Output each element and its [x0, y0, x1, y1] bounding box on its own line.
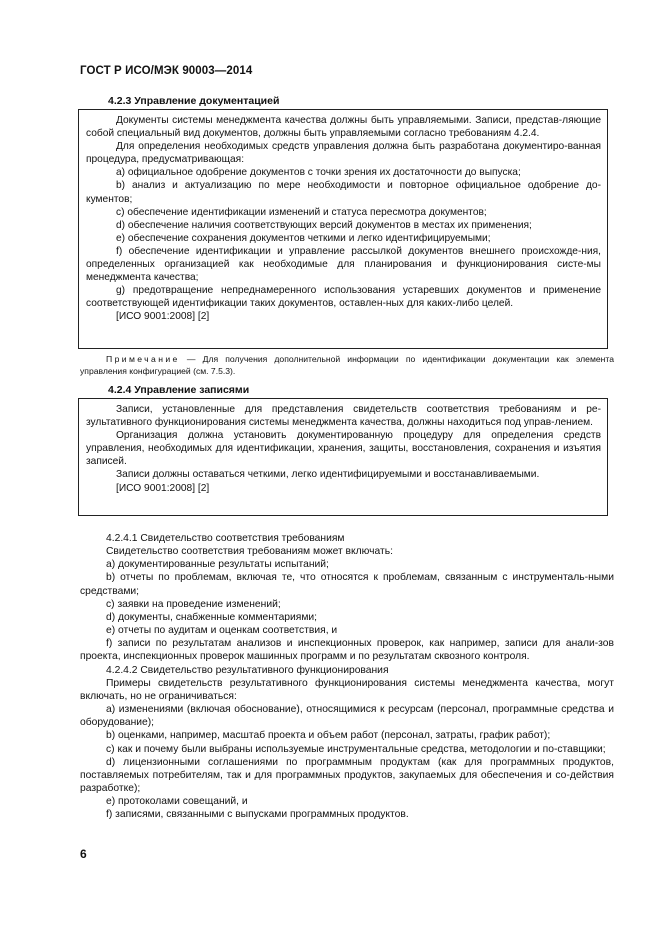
document-header: ГОСТ Р ИСО/МЭК 90003—2014: [80, 65, 253, 77]
box-paragraph: Организация должна установить документированную процедуру для определения средств управления, необходимых для идентификации, хранения, защиты, восстановления, сохранения и изъятия записей.: [86, 430, 601, 468]
list-item: c) заявки на проведение изменений;: [106, 598, 281, 610]
section-heading-4-2-3: 4.2.3 Управление документацией: [108, 95, 280, 107]
page-number: 6: [80, 847, 87, 861]
body-paragraph: Примеры свидетельств результативного функционирования системы менеджмента качества, могут включать, но не ограничиваться:: [80, 677, 614, 702]
section-heading-4-2-4: 4.2.4 Управление записями: [108, 384, 250, 396]
box-list-item: g) предотвращение непреднамеренного использования устаревших документов и применение соответствующей идентификации таких документов, оставлен-ных для каких-либо целей.: [86, 285, 601, 310]
list-item: f) записи по результатам анализов и инспекционных проверок, как например, записи для анали-зов проекта, инспекционных проверок машинных программ и по результатам сквозного контроля.: [80, 638, 614, 663]
box-list-item: c) обеспечение идентификации изменений и статуса пересмотра документов;: [116, 206, 487, 218]
list-item: e) отчеты по аудитам и оценкам соответствия, и: [106, 625, 338, 637]
quote-box-document-control: [78, 109, 608, 349]
list-item: c) как и почему были выбраны используемые инструментальные средства, методологии и по-ставщики;: [106, 743, 606, 755]
list-item: e) протоколами совещаний, и: [106, 796, 248, 808]
list-item: d) лицензионными соглашениями по программным продуктам (как для программных продуктов, поставляемых потребителям, так и для программных продуктов, закупаемых для обеспечения и со-действия разработке);: [80, 756, 614, 794]
list-item: b) оценками, например, масштаб проекта и объем работ (персонал, затраты, график работ);: [106, 730, 551, 742]
box-list-item: b) анализ и актуализацию по мере необходимости и повторное официальное одобрение до-кументов;: [86, 180, 601, 205]
note-paragraph: [80, 353, 614, 377]
body-text: [80, 532, 614, 821]
box-paragraph: Записи, установленные для представления свидетельств соответствия требованиям и ре-зультативного функционирования системы менеджмента качества, должны находиться под управ-лением.: [86, 404, 601, 429]
subsection-title: 4.2.4.1 Свидетельство соответствия требованиям: [106, 533, 345, 544]
note-label: Примечание: [106, 354, 180, 364]
subsection-title: 4.2.4.2 Свидетельство результативного функционирования: [106, 664, 389, 676]
list-item: f) записями, связанными с выпусками программных продуктов.: [106, 809, 409, 821]
note-text: — Для получения дополнительной информации по идентификации документации как элемента управления конфигурацией (см. 7.5.3).: [80, 354, 614, 376]
box-paragraph: Документы системы менеджмента качества должны быть управляемыми. Записи, представ-ляющие собой специальный вид документов, должны быть управляемыми согласно требованиям 4.2.4.: [86, 115, 601, 140]
box-reference: [ИСО 9001:2008] [2]: [116, 311, 210, 323]
box-paragraph: Записи должны оставаться четкими, легко идентифицируемыми и восстанавливаемыми.: [116, 469, 540, 481]
list-item: b) отчеты по проблемам, включая те, что относятся к проблемам, связанным с инструменталь-ными средствами;: [80, 572, 614, 597]
box-reference: [ИСО 9001:2008] [2]: [116, 482, 210, 494]
box-list-item: а) официальное одобрение документов с точки зрения их достаточности до выпуска;: [116, 167, 521, 179]
list-item: d) документы, снабженные комментариями;: [106, 611, 318, 623]
box-list-item: d) обеспечение наличия соответствующих версий документов в местах их применения;: [116, 219, 532, 231]
list-item: а) изменениями (включая обоснование), относящимися к ресурсам (персонал, программные средства и оборудование);: [80, 704, 614, 729]
list-item: а) документированные результаты испытаний;: [106, 559, 329, 571]
quote-box-records-control: [78, 398, 608, 516]
box-list-item: f) обеспечение идентификации и управление рассылкой документов внешнего происхожде-ния, определенных организацией как необходимые для планирования и функционирования систе-мы менеджмента качества;: [86, 245, 601, 284]
box-list-item: e) обеспечение сохранения документов четкими и легко идентифицируемыми;: [116, 232, 491, 244]
box-paragraph: Для определения необходимых средств управления должна быть разработана документиро-ванная процедура, предусматривающая:: [86, 141, 601, 166]
body-paragraph: Свидетельство соответствия требованиям может включать:: [106, 546, 393, 558]
